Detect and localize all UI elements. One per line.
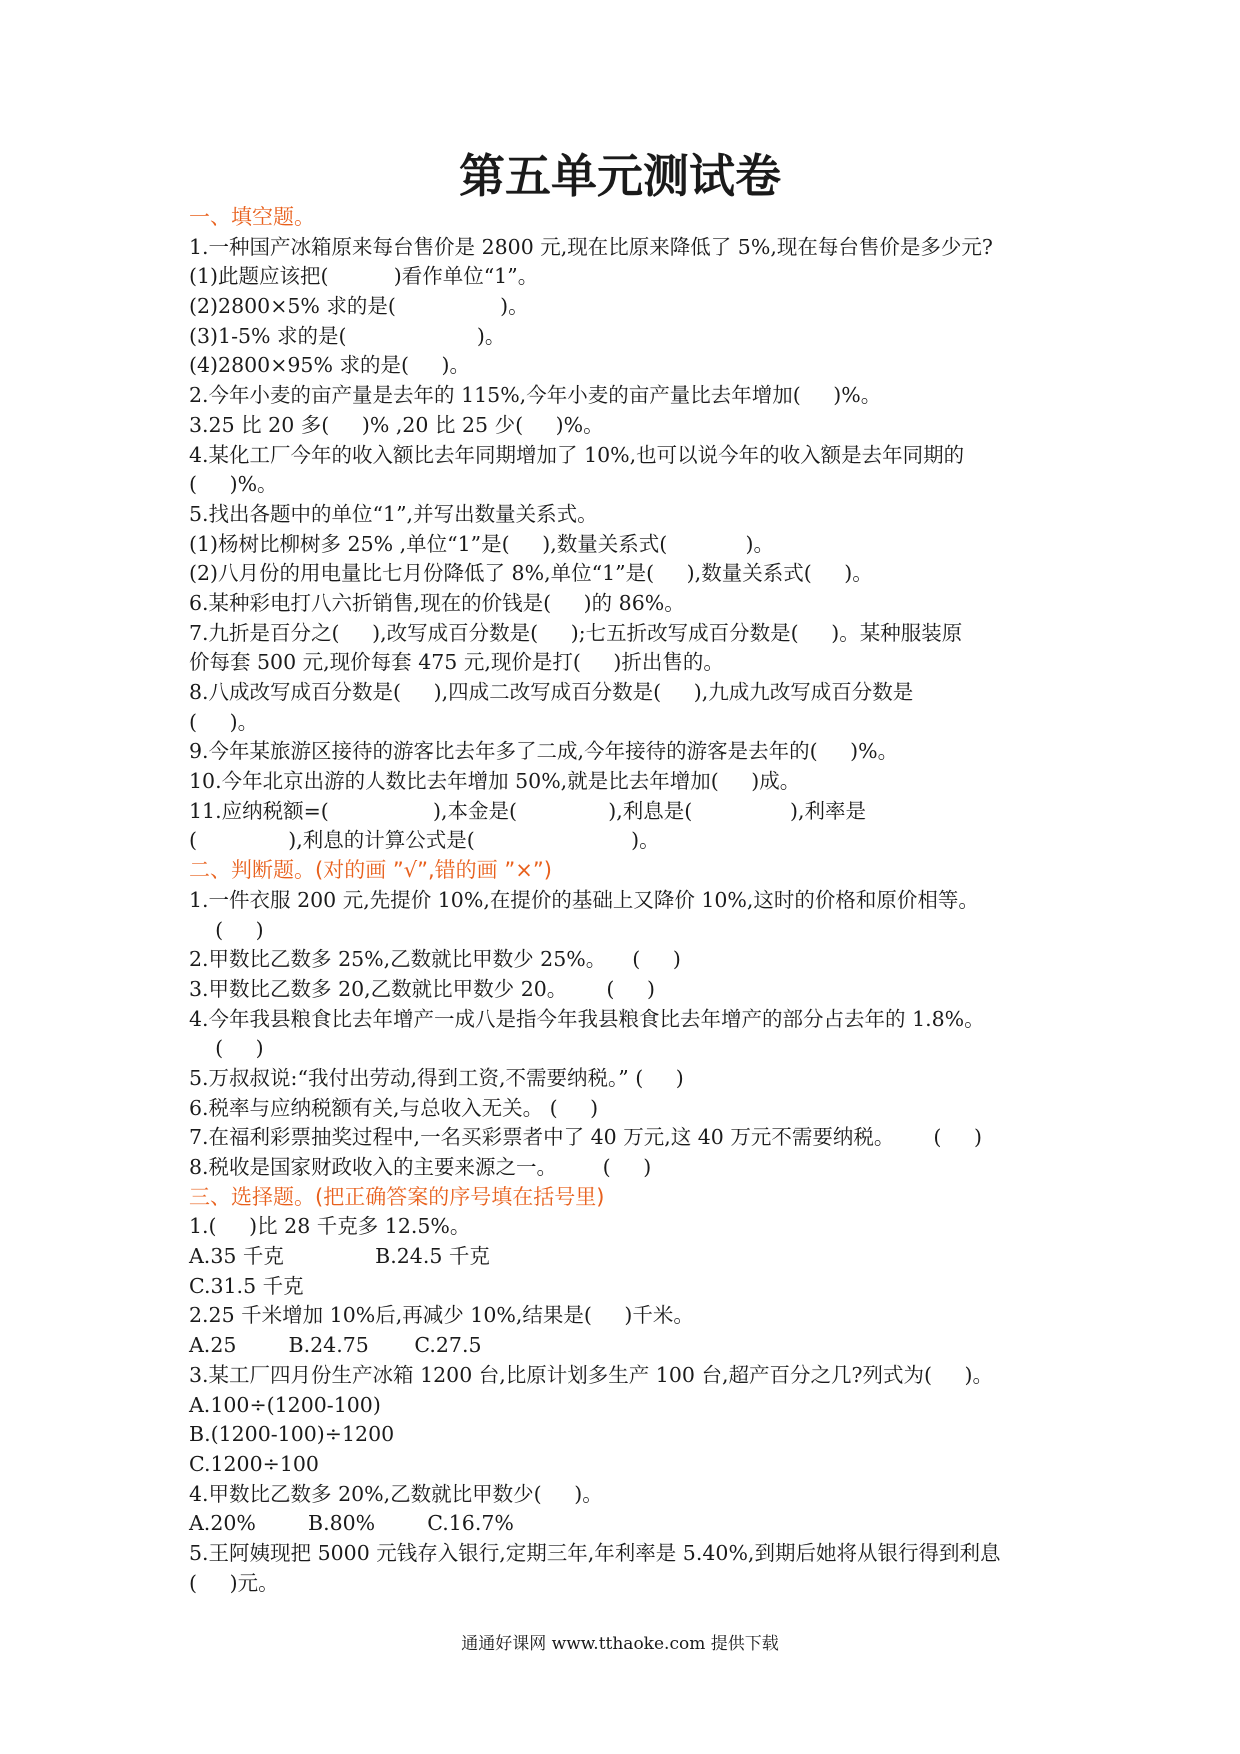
question-line: 1.一种国产冰箱原来每台售价是 2800 元,现在比原来降低了 5%,现在每台售价是多少元? [189,234,993,259]
section-heading: 一、填空题。 [189,205,315,229]
question-line: C.1200÷100 [189,1451,319,1476]
question-line: (3)1-5% 求的是( )。 [189,323,506,348]
question-line: (2)八月份的用电量比七月份降低了 8%,单位“1”是( ),数量关系式( )。 [189,561,873,586]
question-line: 8.八成改写成百分数是( ),四成二改写成百分数是( ),九成九改写成百分数是 [189,680,914,704]
question-line: 11.应纳税额=( ),本金是( ),利息是( ),利率是 [189,798,867,823]
question-line: ( )元。 [189,1570,279,1595]
question-line: 1.( )比 28 千克多 12.5%。 [189,1214,471,1239]
question-line: 2.25 千米增加 10%后,再减少 10%,结果是( )千米。 [189,1303,694,1328]
question-line: 8.税收是国家财政收入的主要来源之一。 ( ) [189,1155,652,1179]
question-line: C.31.5 千克 [189,1273,304,1298]
question-line: ( )%。 [189,472,278,497]
question-line: 2.今年小麦的亩产量是去年的 115%,今年小麦的亩产量比去年增加( )%。 [189,383,882,408]
question-line: 5.找出各题中的单位“1”,并写出数量关系式。 [189,501,598,526]
question-line: A.35 千克 B.24.5 千克 [189,1244,490,1269]
question-line: 5.王阿姨现把 5000 元钱存入银行,定期三年,年利率是 5.40%,到期后她将从银行得到利息 [189,1540,1001,1565]
footer-text: 通通好课网 www.tthaoke.com 提供下载 [461,1634,779,1654]
question-line: 9.今年某旅游区接待的游客比去年多了二成,今年接待的游客是去年的( )%。 [189,739,899,764]
question-line: 7.在福利彩票抽奖过程中,一名买彩票者中了 40 万元,这 40 万元不需要纳税。 ( ) [189,1125,983,1150]
question-line: ( ),利息的计算公式是( )。 [189,828,660,853]
question-line: 3.某工厂四月份生产冰箱 1200 台,比原计划多生产 100 台,超产百分之几?列式为( )。 [189,1362,994,1387]
section-heading: 二、判断题。(对的画 ”√”,错的画 ”×”) [189,858,552,883]
question-line: 价每套 500 元,现价每套 475 元,现价是打( )折出售的。 [189,650,724,675]
question-line: 5.万叔叔说:“我付出劳动,得到工资,不需要纳税。” ( ) [189,1065,684,1090]
question-line: ( ) [189,917,264,942]
section-heading: 三、选择题。(把正确答案的序号填在括号里) [189,1184,605,1209]
question-line: 10.今年北京出游的人数比去年增加 50%,就是比去年增加( )成。 [189,769,801,794]
question-line: (4)2800×95% 求的是( )。 [189,353,471,378]
question-line: 1.一件衣服 200 元,先提价 10%,在提价的基础上又降价 10%,这时的价格和原价相等。 [189,887,979,912]
question-line: 7.九折是百分之( ),改写成百分数是( );七五折改写成百分数是( )。某种服装原 [189,620,963,645]
question-line: 4.某化工厂今年的收入额比去年同期增加了 10%,也可以说今年的收入额是去年同期的 [189,442,965,467]
question-line: ( )。 [189,709,259,734]
question-line: 2.甲数比乙数多 25%,乙数就比甲数少 25%。 ( ) [189,947,681,972]
question-line: B.(1200-100)÷1200 [189,1422,395,1447]
question-line: 3.25 比 20 多( )% ,20 比 25 少( )%。 [189,412,604,437]
question-line: 3.甲数比乙数多 20,乙数就比甲数少 20。 ( ) [189,976,655,1001]
question-line: 4.今年我县粮食比去年增产一成八是指今年我县粮食比去年增产的部分占去年的 1.8%。 [189,1006,985,1031]
question-line: 4.甲数比乙数多 20%,乙数就比甲数少( )。 [189,1481,603,1506]
question-line: (1)杨树比柳树多 25% ,单位“1”是( ),数量关系式( )。 [189,531,774,556]
question-line: ( ) [189,1036,264,1061]
question-line: 6.某种彩电打八六折销售,现在的价钱是( )的 86%。 [189,590,685,615]
question-line: 6.税率与应纳税额有关,与总收入无关。 ( ) [189,1095,599,1120]
exam-content [189,203,1069,1598]
question-line: (1)此题应该把( )看作单位“1”。 [189,264,539,289]
question-line: A.20% B.80% C.16.7% [189,1511,514,1536]
page-title: 第五单元测试卷 [459,149,781,203]
question-line: (2)2800×5% 求的是( )。 [189,294,529,319]
question-line: A.100÷(1200-100) [189,1392,381,1417]
question-line: A.25 B.24.75 C.27.5 [189,1333,482,1358]
